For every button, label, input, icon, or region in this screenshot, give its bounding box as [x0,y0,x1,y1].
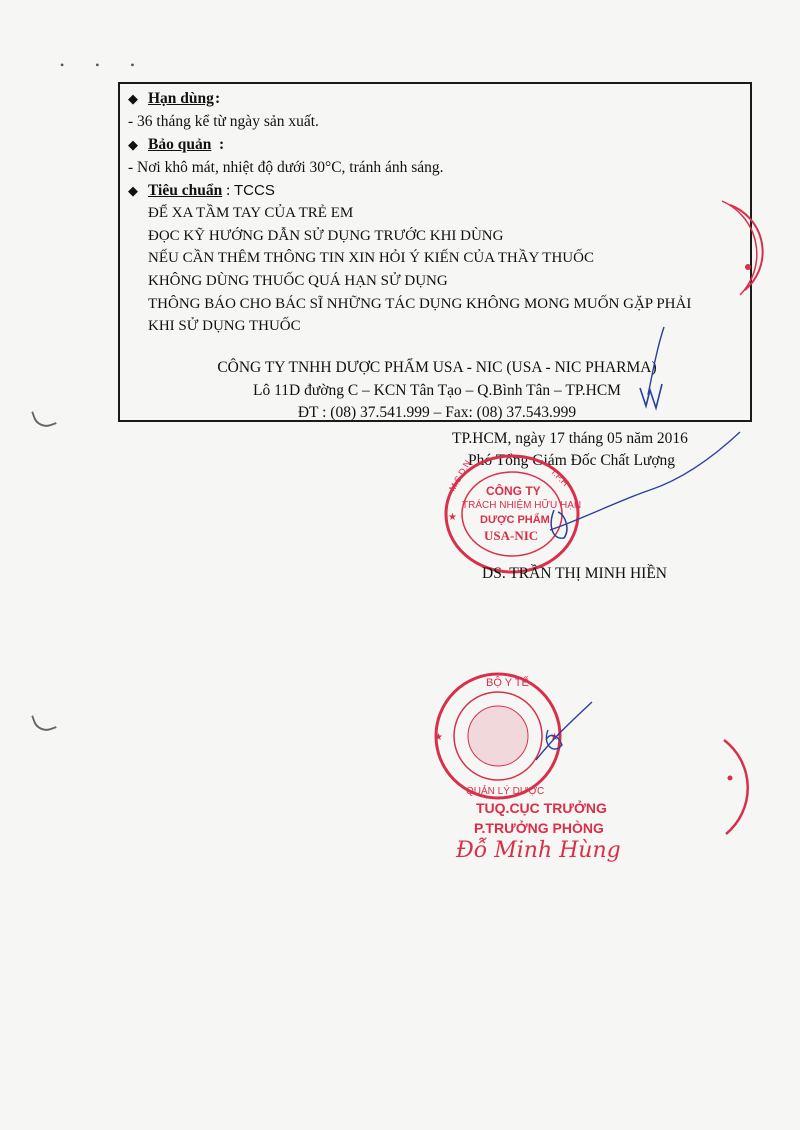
company-address: Lô 11D đường C – KCN Tân Tạo – Q.Bình Tân – TP.HCM [253,382,621,399]
signature-scribble [540,430,740,570]
punch-hole [31,709,57,735]
diamond-bullet-icon: ◆ [128,91,138,106]
expiry-label: Hạn dùng [148,90,214,107]
punch-hole [31,405,57,431]
stamp-line: USA-NIC [484,528,539,543]
svg-text:★: ★ [550,732,559,743]
pen-stroke [640,325,700,405]
ministry-line: P.TRƯỞNG PHÒNG [474,820,604,836]
stamp-line: TRÁCH NHIỆM HỮU HẠN [462,500,582,511]
stamp-line: DƯỢC PHẨM [480,514,550,526]
signer-name: DS. TRẦN THỊ MINH HIỀN [482,565,667,582]
product-info-box: ◆ Hạn dùng : - 36 tháng kể từ ngày sản xuất. ◆ Bảo quản : - Nơi khô mát, nhiệt độ dưới 30°C, tránh ánh sáng. ◆ Tiêu chuẩn : TCCS ĐỂ XA TẦM TAY CỦA TRẺ EM ĐỌC KỸ HƯỚNG DẪN SỬ DỤNG TRƯỚC KHI DÙNG NẾU CẦN THÊM THÔNG TIN XIN HỎI Ý KIẾN CỦA THẦY THUỐC KHÔNG DÙNG THUỐC QUÁ HẠN SỬ DỤNG THÔNG BÁO CHO BÁC SĨ NHỮNG TÁC DỤNG KHÔNG MONG MUỐN GẶP PHẢI KHI SỬ DỤNG THUỐC CÔNG TY TNHH DƯỢC PHẨM USA - NIC (USA - NIC PHARMA) Lô 11D đường C – KCN Tân Tạo – Q.Bình Tân – TP.HCM ĐT : (08) 37.541.999 – Fax: (08) 37.543.999 [118,82,752,422]
expiry-value: - 36 tháng kể từ ngày sản xuất. [128,113,319,130]
standard-value: TCCS [234,182,275,199]
partial-stamp-edge [716,738,746,838]
svg-text:M.S.D.N: M.S.D.N [447,458,473,493]
warning-line: ĐỂ XA TẦM TAY CỦA TRẺ EM [148,205,354,221]
svg-text:★: ★ [434,732,443,743]
partial-stamp-mark [720,195,780,295]
ministry-signature-scribble [532,700,602,770]
warning-line: THÔNG BÁO CHO BÁC SĨ NHỮNG TÁC DỤNG KHÔNG MONG MUỐN GẶP PHẢI [148,296,692,312]
storage-value: - Nơi khô mát, nhiệt độ dưới 30°C, tránh ánh sáng. [128,159,444,176]
svg-text:T.P.H: T.P.H [548,466,571,489]
ministry-line: TUQ.CỤC TRƯỞNG [476,800,607,816]
warning-line: ĐỌC KỸ HƯỚNG DẪN SỬ DỤNG TRƯỚC KHI DÙNG [148,228,504,244]
storage-label: Bảo quản [148,136,212,153]
warning-line: KHÔNG DÙNG THUỐC QUÁ HẠN SỬ DỤNG [148,273,448,289]
warning-line: NẾU CẦN THÊM THÔNG TIN XIN HỎI Ý KIẾN CỦA THẦY THUỐC [148,250,594,266]
diamond-bullet-icon: ◆ [128,137,138,152]
company-name: CÔNG TY TNHH DƯỢC PHẨM USA - NIC (USA - NIC PHARMA) [217,359,657,376]
warning-line: KHI SỬ DỤNG THUỐC [148,318,301,334]
stamp-line: CÔNG TY [486,484,541,498]
signature-date: TP.HCM, ngày 17 tháng 05 năm 2016 [452,430,688,447]
svg-text:★: ★ [448,512,457,523]
company-phone: ĐT : (08) 37.541.999 – Fax: (08) 37.543.999 [297,404,577,421]
ministry-signer-name: Đỗ Minh Hùng [456,838,621,863]
standard-label: Tiêu chuẩn [148,182,223,199]
svg-text:QUẢN LÝ DƯỢC: QUẢN LÝ DƯỢC [466,786,545,797]
diamond-bullet-icon: ◆ [128,183,138,198]
signature-title: Phó Tổng Giám Đốc Chất Lượng [468,452,676,469]
page-specks: • • • [60,58,149,72]
svg-text:BỘ Y TẾ: BỘ Y TẾ [486,677,529,689]
